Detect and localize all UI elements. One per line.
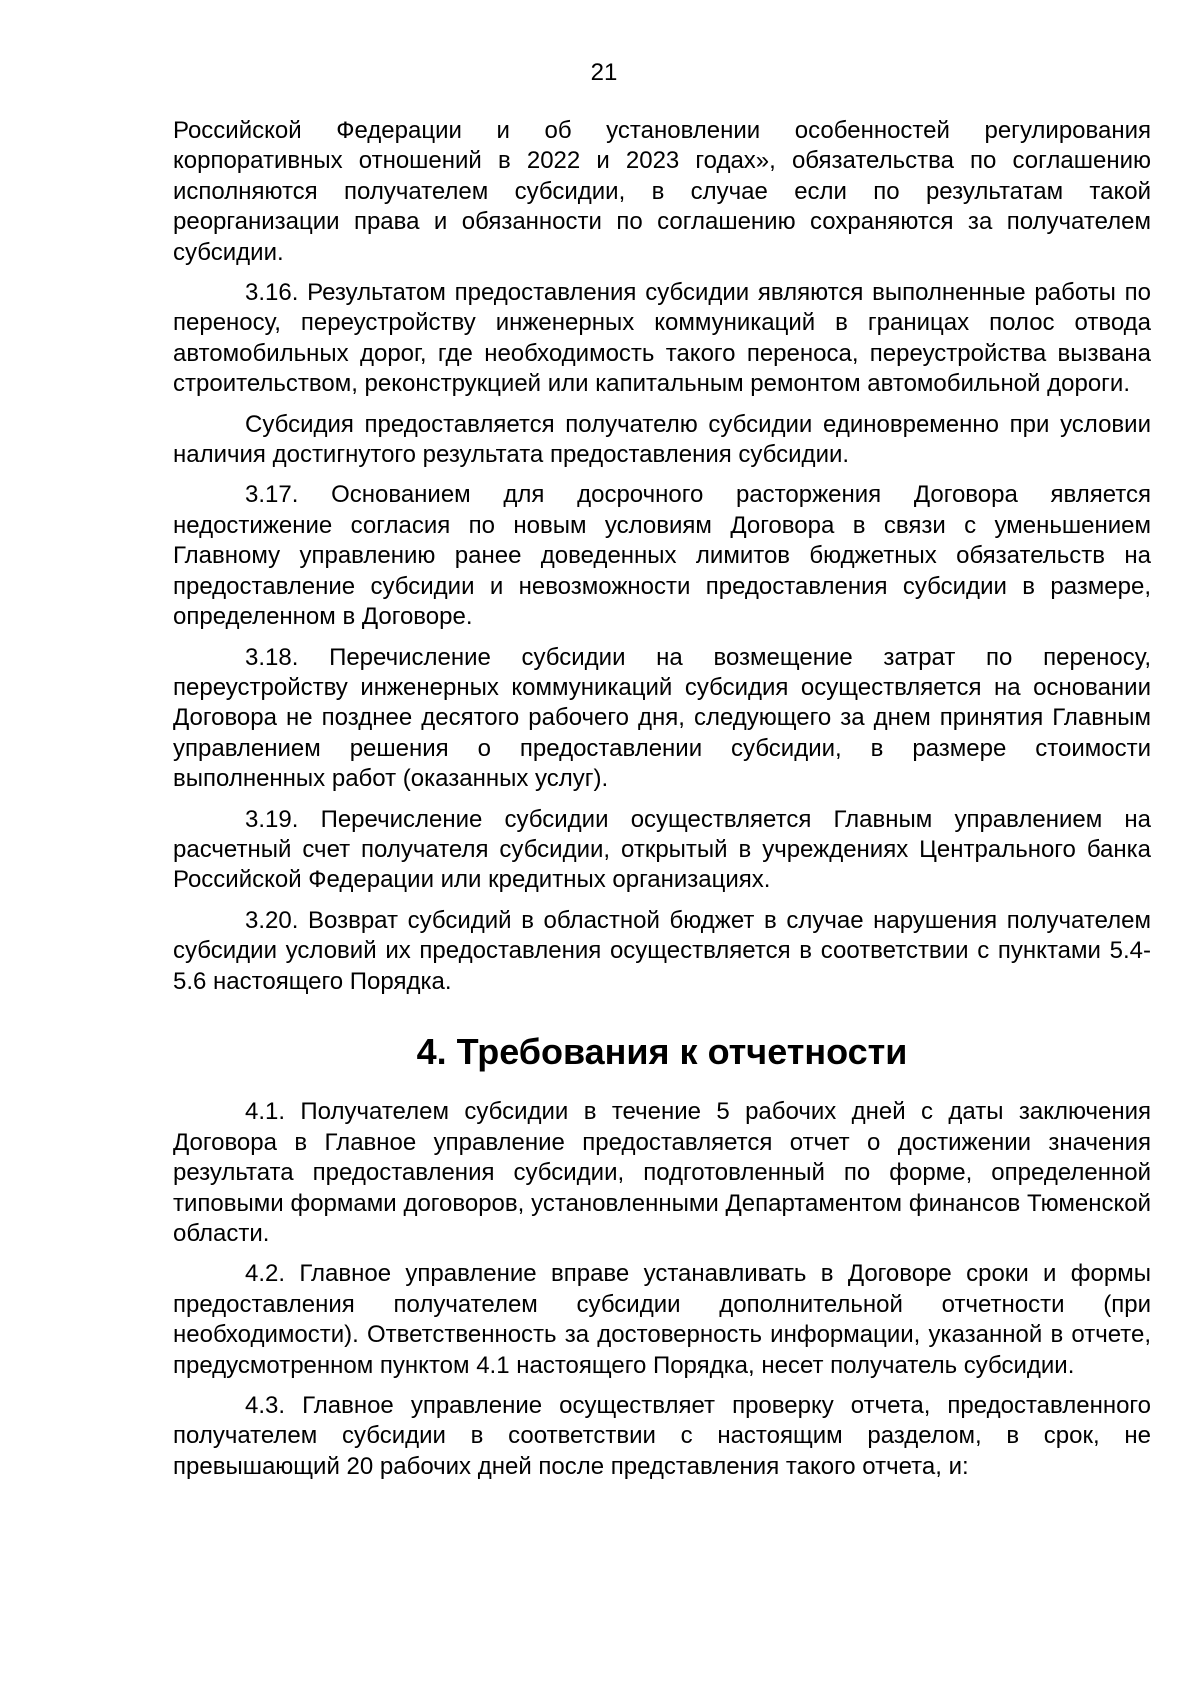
paragraph-3-20: 3.20. Возврат субсидий в областной бюджет в случае нарушения получателем субсидии условий их предоставления осуществляется в соответствии с пунктами 5.4-5.6 настоящего Порядка. (173, 906, 1151, 995)
paragraph-3-16: 3.16. Результатом предоставления субсидии являются выполненные работы по переносу, переустройству инженерных коммуникаций в границах полос отвода автомобильных дорог, где необходимость такого переноса, переустройства вызвана строительством, реконструкцией или капитальным ремонтом автомобильной дороги. (173, 279, 1151, 398)
paragraph-continuation: Российской Федерации и об установлении особенностей регулирования корпоративных отношений в 2022 и 2023 годах», обязательства по соглашению исполняются получателем субсидии, в случае если по результатам такой реорганизации права и обязанности по соглашению сохраняются за получателем субсидии. (173, 117, 1151, 266)
paragraph-subsidy-one-time: Субсидия предоставляется получателю субсидии единовременно при условии наличия достигнутого результата предоставления субсидии. (173, 410, 1151, 469)
page-number: 21 (590, 59, 618, 86)
paragraph-3-18: 3.18. Перечисление субсидии на возмещение затрат по переносу, переустройству инженерных коммуникаций субсидия осуществляется на основании Договора не позднее десятого рабочего дня, следующего за днем принятия Главным управлением решения о предоставлении субсидии, в размере стоимости выполненных работ (оказанных услуг). (173, 643, 1151, 793)
paragraph-4-1: 4.1. Получателем субсидии в течение 5 рабочих дней с даты заключения Договора в Главное управление предоставляется отчет о достижении значения результата предоставления субсидии, подготовленный по форме, определенной типовыми формами договоров, установленными Департаментом финансов Тюменской области. (173, 1098, 1151, 1247)
paragraph-3-17: 3.17. Основанием для досрочного расторжения Договора является недостижение согласия по новым условиям Договора в связи с уменьшением Главному управлению ранее доведенных лимитов бюджетных обязательств на предоставление субсидии и невозможности предоставления субсидии в размере, определенном в Договоре. (173, 481, 1151, 631)
section-heading: 4. Требования к отчетности (416, 1030, 908, 1072)
paragraph-4-2: 4.2. Главное управление вправе устанавливать в Договоре сроки и формы предоставления получателем субсидии дополнительной отчетности (при необходимости). Ответственность за достоверность информации, указанной в отчете, предусмотренном пунктом 4.1 настоящего Порядка, несет получатель субсидии. (173, 1260, 1151, 1379)
paragraph-3-19: 3.19. Перечисление субсидии осуществляется Главным управлением на расчетный счет получателя субсидии, открытый в учреждениях Центрального банка Российской Федерации или кредитных организациях. (173, 805, 1151, 894)
document-body (173, 116, 1151, 1492)
paragraph-4-3: 4.3. Главное управление осуществляет проверку отчета, предоставленного получателем субсидии в соответствии с настоящим разделом, в срок, не превышающий 20 рабочих дней после представления такого отчета, и: (173, 1392, 1151, 1480)
